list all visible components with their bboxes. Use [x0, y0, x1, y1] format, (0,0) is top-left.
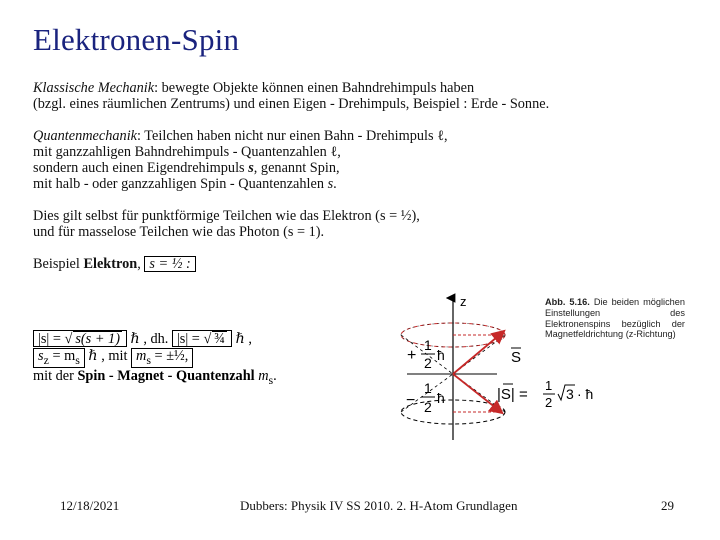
quantum-line2: mit ganzzahligen Bahndrehimpuls - Quantenzahlen ℓ, — [33, 144, 341, 160]
quantum-line3-s: s — [248, 160, 254, 176]
formula-sqrt-arg: s(s + 1) — [75, 331, 120, 347]
sz-sub: z — [43, 352, 49, 367]
paragraph-pointlike — [33, 208, 608, 240]
sz-ms-sub: s — [75, 352, 80, 367]
formula-sqrt-arg2: ¾ — [214, 331, 226, 347]
example-line: Beispiel Elektron, s = ½ : — [33, 256, 608, 272]
example-label: Beispiel — [33, 256, 80, 272]
quantum-line4-b: . — [333, 176, 337, 192]
example-spin-box: s = ½ : — [144, 256, 195, 272]
line3-mit: mit der — [33, 367, 74, 384]
mag-hbar: · ħ — [577, 386, 594, 402]
up-frac-num: 1 — [424, 337, 432, 353]
mag-root-arg: 3 — [566, 386, 574, 402]
z-label: z — [460, 294, 467, 309]
paragraph-quantum — [33, 128, 608, 192]
ms-m: m — [136, 348, 147, 364]
pointlike-line1: Dies gilt selbst für punktförmige Teilchen wie das Elektron (s = ½), — [33, 208, 420, 224]
spin-up-vector — [453, 332, 503, 374]
quantum-line1: : Teilchen haben nicht nur einen Bahn - Drehimpuls ℓ, — [137, 128, 448, 144]
formula-text2: ℏ , — [232, 331, 252, 347]
down-hbar: ħ — [437, 390, 445, 406]
footer-page-number: 29 — [661, 498, 674, 513]
classical-lead: Klassische Mechanik — [33, 80, 155, 96]
down-sign: − — [406, 392, 416, 409]
up-hbar: ħ — [437, 347, 445, 363]
down-frac-den: 2 — [424, 399, 432, 415]
mag-label: |S| = — [497, 386, 528, 403]
line3-dot: . — [273, 367, 277, 384]
up-sign: + — [407, 347, 417, 364]
figure-caption — [545, 297, 685, 340]
formula-sz-box — [33, 348, 85, 368]
quantum-lead: Quantenmechanik — [33, 128, 138, 144]
caption-label: Abb. 5.16. — [545, 297, 590, 307]
ms-value: = ±½, — [150, 348, 189, 364]
down-frac-num: 1 — [424, 380, 432, 396]
classical-line1: : bewegte Objekte können einen Bahndrehimpuls haben — [154, 80, 475, 96]
mag-frac-den: 2 — [545, 395, 553, 410]
formula-ms-box — [131, 348, 193, 368]
spin-formulas — [33, 330, 277, 389]
paragraph-classical — [33, 80, 608, 112]
sz-s: s — [38, 348, 44, 364]
mag-frac-num: 1 — [545, 378, 553, 393]
up-frac-den: 2 — [424, 355, 432, 371]
formula-line1 — [33, 330, 277, 348]
formula-text3: ℏ , mit — [84, 348, 128, 364]
formula-s-abs2: |s| = — [176, 331, 204, 347]
formula-magnitude-box: |s| = √ s(s + 1) — [33, 330, 127, 347]
caption-text: Die beiden möglichen Einstellungen des Elektronenspins bezüglich der Magnetfeldrichtung (z-Richtung) — [545, 297, 686, 340]
slide-body — [33, 80, 608, 272]
classical-line2: (bzgl. eines räumlichen Zentrums) und einen Eigen - Drehimpuls, Beispiel : Erde - Sonne. — [33, 96, 550, 112]
formula-line3 — [33, 368, 277, 389]
formula-s-abs: |s| = — [38, 331, 65, 347]
formula-line2 — [33, 348, 277, 368]
quantum-line4-a: mit halb - oder ganzzahligen Spin - Quantenzahlen — [33, 176, 324, 192]
sz-eq: = m — [48, 348, 76, 364]
quantum-line3-b: , genannt Spin, — [253, 160, 340, 176]
quantum-line4-s: s — [327, 176, 334, 192]
example-electron: Elektron — [83, 256, 138, 272]
quantum-line3-a: sondern auch einen Eigendrehimpuls — [33, 160, 245, 176]
spin-down-vector — [453, 374, 501, 412]
formula-value-box: |s| = √ ¾ — [172, 330, 232, 347]
formula-text1: ℏ , dh. — [126, 331, 169, 347]
line3-quantum-number: Spin - Magnet - Quantenzahl — [77, 367, 255, 384]
footer-source: Dubbers: Physik IV SS 2010. 2. H-Atom Grundlagen — [240, 498, 518, 513]
pointlike-line2: und für masselose Teilchen wie das Photon (s = 1). — [33, 224, 325, 240]
s-vector-label: S — [511, 349, 522, 366]
slide-title: Elektronen-Spin — [33, 22, 240, 57]
footer-date: 12/18/2021 — [60, 498, 120, 513]
ms-sub: s — [146, 352, 151, 367]
line3-m: m — [258, 367, 269, 384]
line3-sub: s — [268, 372, 274, 387]
